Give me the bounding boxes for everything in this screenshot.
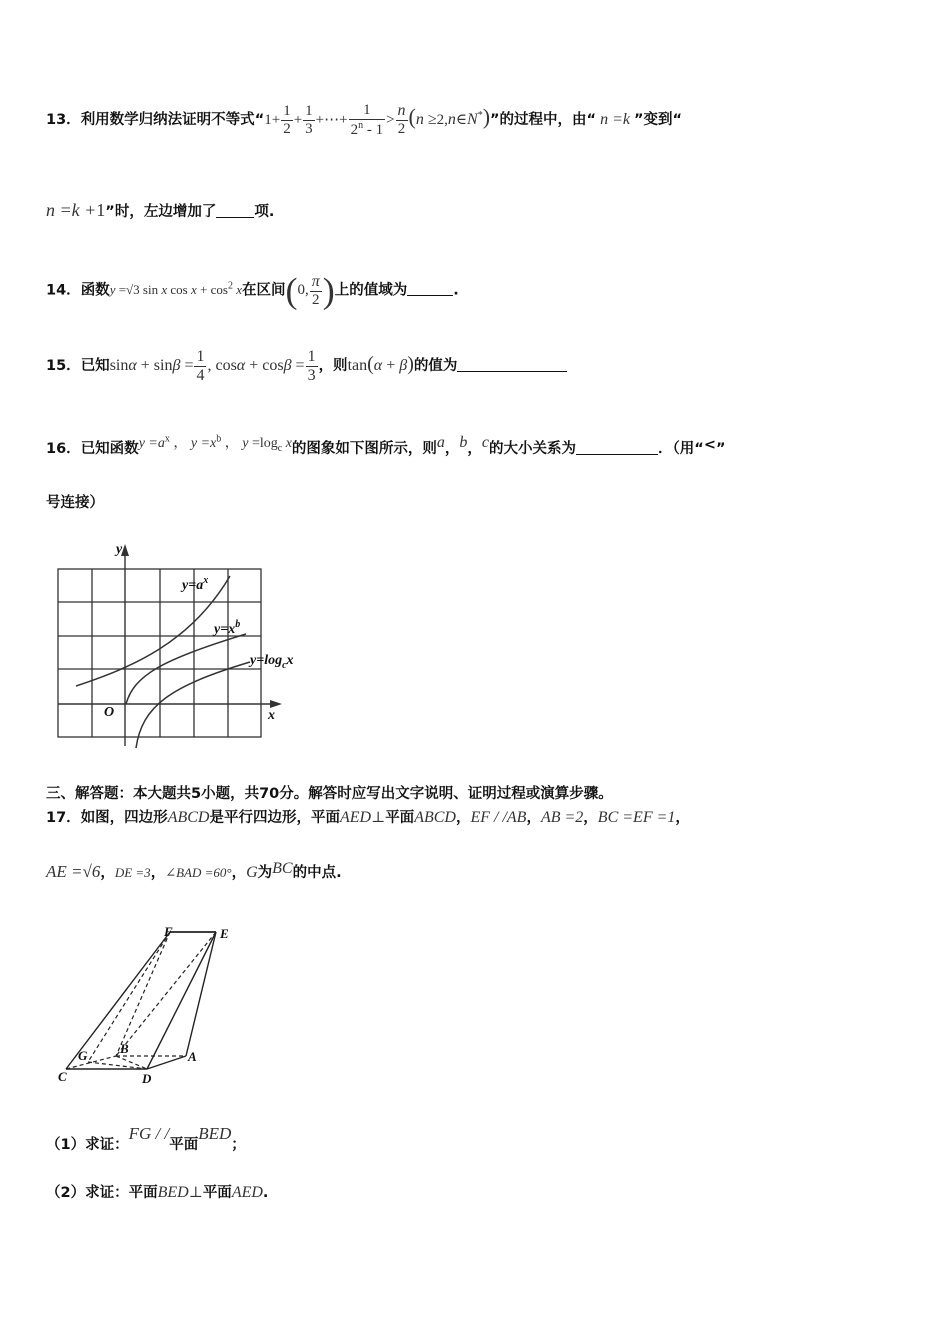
- graph-curve3-end: x: [286, 653, 294, 668]
- q17-text-3: 平面: [385, 810, 415, 826]
- q15-text-2: ，则: [318, 358, 348, 375]
- q17-sub-2: [46, 1181, 268, 1202]
- q13-n-eq-k: n =k: [596, 110, 634, 128]
- q13-n-eq-k-plus-1: n =k +: [46, 200, 97, 220]
- q13-text-2: 的过程中，由: [499, 111, 587, 128]
- q16-line2: 号连接）: [46, 495, 104, 511]
- graph-curve1-label: y=a: [182, 578, 204, 593]
- q14-interval: (0, $\frac{\pi}{2}$ ): [285, 271, 335, 311]
- q17-perp: ⊥: [371, 810, 386, 826]
- q14-text-2: 在区间: [241, 282, 286, 299]
- q17-sub-1: [46, 1124, 246, 1154]
- fig-label-f: F: [164, 924, 173, 939]
- q17-cond-ef-ab: EF / /AB: [470, 809, 527, 826]
- q16-text-1: 已知函数: [80, 441, 139, 457]
- q14-text-1: 函数: [80, 282, 110, 299]
- q16-text-3: 的大小关系为: [489, 441, 577, 457]
- q16-blank[interactable]: [576, 440, 658, 455]
- q17-cond-ab: AB =2: [540, 809, 584, 826]
- q14-text-3: 上的值域为: [334, 282, 408, 299]
- q14-function: y =√3 sin x $\cos x + \cos^2 x$: [109, 281, 242, 298]
- q14-number: 14．: [46, 282, 81, 299]
- question-13-line2: n =k +1”时，左边增加了 项.: [46, 200, 275, 220]
- q17-text-2: 是平行四边形，平面: [209, 810, 340, 826]
- q16-less-than: <: [703, 437, 716, 453]
- q17-bc: BC: [272, 860, 293, 877]
- q17-sub2-label: （2）求证：平面: [46, 1185, 158, 1201]
- q16-number: 16．: [46, 441, 81, 457]
- question-17-line2: AE =√6，DE =3，∠BAD =60°，G为BC的中点.: [46, 860, 342, 881]
- q14-end: .: [453, 282, 459, 299]
- q13-text-4: 时，左边增加了: [114, 204, 217, 220]
- q15-text-3: 的值为: [413, 358, 458, 375]
- q17-aed: AED: [339, 809, 372, 826]
- q17-cond-bc-ef: BC =EF =1: [597, 809, 676, 826]
- q13-quote-open: “: [254, 111, 265, 128]
- q17-g: G: [246, 864, 258, 881]
- fig-label-e: E: [220, 926, 229, 941]
- fig-label-b: B: [120, 1041, 129, 1056]
- graph-curve3-sub: c: [282, 660, 287, 671]
- q15-text-1: 已知: [80, 358, 110, 375]
- section-3-heading: 三、解答题：本大题共5小题，共70分。解答时应写出文字说明、证明过程或演算步骤。: [46, 786, 613, 802]
- q13-quote-close: ”: [490, 111, 500, 128]
- question-13: 13．利用数学归纳法证明不等式“1+ $\frac{1}{2}$ + $\frac{1}{3}$ +⋯+ $\frac{1}{2^n - 1}$ > $\frac{n}{2}$ (n ≥2,n∈N*)”的过程中，由“ n =k ”变到“: [46, 102, 683, 138]
- q17-sub2-text: 平面: [202, 1185, 232, 1201]
- question-17: 17．如图，四边形ABCD是平行四边形，平面AED⊥平面ABCD，EF / /AB，AB =2，BC =EF =1，: [46, 809, 690, 826]
- q16-functions: $y =a^x$ ， $y =x^b$ ， $y =\log_c$ x: [138, 433, 292, 454]
- question-15: [46, 348, 567, 385]
- q17-sub2-plane1: BED: [157, 1184, 189, 1201]
- q16-text-2: 的图象如下图所示，则: [291, 441, 437, 457]
- q13-text-3: 变到: [643, 111, 673, 128]
- q17-text-1: 如图，四边形: [80, 810, 168, 826]
- q17-abcd-2: ABCD: [414, 809, 456, 826]
- q16-graph: [50, 536, 294, 754]
- fig-label-a: A: [188, 1049, 197, 1064]
- fig-label-c: C: [58, 1069, 67, 1084]
- q17-cond-de: DE =3: [114, 865, 151, 880]
- q15-condition: sinα + sinβ = $\frac{1}{4}$ , cosα + cosβ = $\frac{1}{3}$: [109, 348, 316, 384]
- q17-sub2-plane2: AED: [231, 1184, 263, 1201]
- svg-text:y=logcx: [248, 653, 294, 671]
- graph-curve3-label: y=log: [250, 653, 283, 668]
- q13-text-5: 项.: [254, 204, 275, 220]
- q13-text-1: 利用数学归纳法证明不等式: [80, 111, 255, 128]
- q15-blank[interactable]: [457, 357, 567, 372]
- q17-cond-angle: ∠BAD =60°: [165, 865, 232, 880]
- q17-text-4: 为: [257, 865, 273, 881]
- q17-number: 17．: [46, 810, 81, 826]
- q13-number: 13．: [46, 111, 81, 128]
- q15-number: 15．: [46, 358, 81, 375]
- fig-label-d: D: [142, 1071, 152, 1086]
- q15-target: tan(α + β): [347, 353, 414, 376]
- q17-sub1-end: ；: [231, 1137, 246, 1153]
- question-16: 16．已知函数$y =a^x$ ， $y =x^b$ ， $y =\log_c$ x的图象如下图所示，则a，b，c的大小关系为 ．（用“<”: [46, 433, 726, 457]
- q17-sub1-plane: BED: [198, 1124, 232, 1143]
- q17-sub1-text: 平面: [169, 1137, 199, 1153]
- fig-label-g: G: [78, 1048, 88, 1063]
- q17-sub2-perp: ⊥: [188, 1185, 203, 1201]
- q17-text-5: 的中点.: [292, 865, 342, 881]
- graph-y-label: y: [116, 542, 123, 557]
- svg-text:y=ax: [180, 575, 208, 593]
- question-14: [46, 270, 459, 312]
- graph-x-label: x: [268, 708, 275, 723]
- q17-abcd: ABCD: [167, 809, 210, 826]
- graph-curve1-sup: x: [203, 575, 209, 586]
- q13-inequality: 1+ $\frac{1}{2}$ + $\frac{1}{3}$ +⋯+ $\frac{1}{2^n - 1}$ > $\frac{n}{2}$ (n ≥2,n∈N*): [264, 102, 491, 138]
- graph-origin: O: [104, 705, 115, 720]
- graph-curve2-label: y=x: [214, 622, 236, 637]
- graph-curve2-sup: b: [235, 619, 241, 630]
- q17-figure: [50, 920, 250, 1088]
- svg-text:y=xb: [212, 619, 240, 637]
- q17-cond-ae: AE =√6: [46, 862, 101, 881]
- q17-sub1-label: （1）求证：: [46, 1137, 129, 1153]
- q16-text-4: ．（用: [658, 441, 695, 457]
- q14-blank[interactable]: [407, 281, 453, 296]
- q17-sub1-math: FG / /: [128, 1124, 170, 1143]
- q13-blank[interactable]: [216, 203, 254, 218]
- q17-sub2-end: .: [262, 1185, 269, 1201]
